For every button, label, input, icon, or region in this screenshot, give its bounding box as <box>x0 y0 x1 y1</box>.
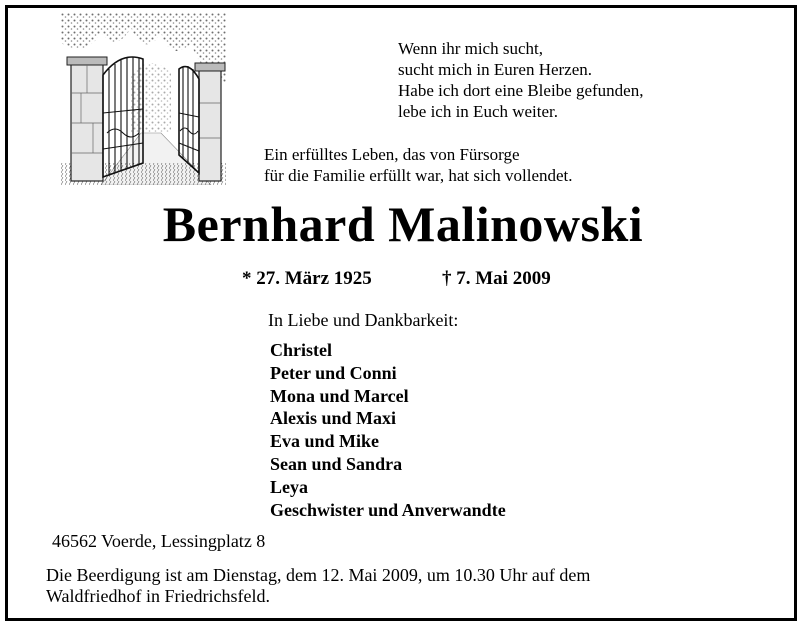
birth-date: * 27. März 1925 <box>242 268 372 289</box>
deceased-name: Bernhard Malinowski <box>162 196 644 252</box>
list-item: Sean und Sandra <box>270 453 403 474</box>
death-date: † 7. Mai 2009 <box>442 268 551 289</box>
intro-line: Ein erfülltes Leben, das von Fürsorge <box>264 145 520 164</box>
intro-line: für die Familie erfüllt war, hat sich vollendet. <box>264 166 573 185</box>
address: 46562 Voerde, Lessingplatz 8 <box>52 531 266 551</box>
funeral-line: Die Beerdigung ist am Dienstag, dem 12. Mai 2009, um 10.30 Uhr auf dem <box>46 565 591 585</box>
verse-line: Wenn ihr mich sucht, <box>398 39 543 58</box>
list-item: Geschwister und Anverwandte <box>270 499 506 520</box>
list-item: Eva und Mike <box>270 431 380 452</box>
dedication-line: In Liebe und Dankbarkeit: <box>268 310 459 330</box>
intro-text <box>264 144 573 186</box>
verse-line: sucht mich in Euren Herzen. <box>398 60 593 79</box>
funeral-notice <box>46 565 590 607</box>
list-item: Leya <box>270 476 308 497</box>
mourners-list <box>270 339 506 521</box>
open-garden-gate-icon <box>61 13 226 185</box>
list-item: Peter und Conni <box>270 362 397 383</box>
list-item: Mona und Marcel <box>270 385 409 406</box>
verse-line: Habe ich dort eine Bleibe gefunden, <box>398 81 644 100</box>
list-item: Christel <box>270 340 332 360</box>
list-item: Alexis und Maxi <box>270 408 397 429</box>
memorial-verse <box>398 38 643 122</box>
funeral-line: Waldfriedhof in Friedrichsfeld. <box>46 586 270 606</box>
verse-line: lebe ich in Euch weiter. <box>398 102 559 121</box>
